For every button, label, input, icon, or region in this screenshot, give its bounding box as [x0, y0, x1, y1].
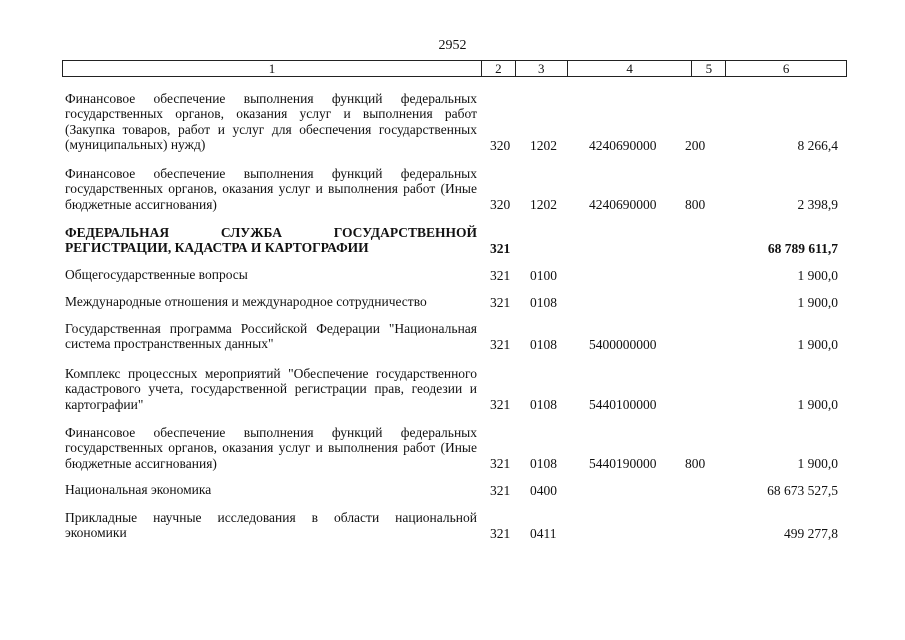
table-header — [62, 60, 847, 77]
row-amount: 1 900,0 — [797, 396, 838, 412]
column-header-4: 4 — [568, 61, 693, 76]
row-name: Национальная экономика — [65, 482, 212, 497]
row-name: Финансовое обеспечение выполнения функций федеральных государственных органов, оказания услуг и выполнения работ (Иные бюджетные ассигнования) — [65, 166, 477, 212]
row-amount: 1 900,0 — [797, 455, 838, 471]
row-name: Государственная программа Российской Федерации "Национальная система пространственных данных" — [65, 321, 477, 352]
row-amount: 8 266,4 — [797, 137, 838, 153]
row-ministry-code: 321 — [490, 455, 511, 471]
table-row — [65, 225, 845, 256]
table-row — [65, 294, 845, 310]
row-name: Финансовое обеспечение выполнения функций федеральных государственных органов, оказания услуг и выполнения работ (Закупка товаров, работ и услуг для обеспечения государственных (муниципальных) нужд) — [65, 91, 477, 153]
page-number: 2952 — [438, 38, 467, 53]
column-header-2: 2 — [482, 61, 516, 76]
row-amount: 1 900,0 — [797, 336, 838, 352]
row-ministry-code: 321 — [490, 482, 511, 498]
row-amount: 1 900,0 — [797, 294, 838, 310]
row-section-code: 0108 — [530, 336, 557, 352]
table-row — [65, 267, 845, 283]
column-header-5: 5 — [692, 61, 726, 76]
row-section-code: 1202 — [530, 137, 557, 153]
table-row — [65, 482, 845, 498]
row-target-code: 5400000000 — [589, 336, 657, 352]
row-target-code: 4240690000 — [589, 196, 657, 212]
table-row — [65, 166, 845, 212]
row-amount: 68 789 611,7 — [767, 240, 838, 256]
row-ministry-code: 321 — [490, 525, 511, 541]
column-header-1: 1 — [63, 61, 482, 76]
row-section-code: 1202 — [530, 196, 557, 212]
row-ministry-code: 321 — [490, 294, 511, 310]
row-name: Общегосударственные вопросы — [65, 267, 248, 282]
row-ministry-code: 321 — [490, 240, 511, 256]
row-section-code: 0108 — [530, 294, 557, 310]
column-header-6: 6 — [782, 61, 790, 76]
row-ministry-code: 321 — [490, 267, 511, 283]
row-expense-type: 800 — [685, 196, 706, 212]
row-ministry-code: 321 — [490, 396, 511, 412]
row-section-code: 0100 — [530, 267, 557, 283]
row-section-code: 0411 — [530, 525, 557, 541]
row-amount: 68 673 527,5 — [767, 482, 838, 498]
row-name: ФЕДЕРАЛЬНАЯ СЛУЖБА ГОСУДАРСТВЕННОЙ РЕГИСТРАЦИИ, КАДАСТРА И КАРТОГРАФИИ — [65, 225, 477, 256]
row-section-code: 0108 — [530, 396, 557, 412]
row-amount: 1 900,0 — [797, 267, 838, 283]
row-name: Финансовое обеспечение выполнения функций федеральных государственных органов, оказания услуг и выполнения работ (Иные бюджетные ассигнования) — [65, 425, 477, 471]
row-section-code: 0108 — [530, 455, 557, 471]
row-ministry-code: 320 — [490, 196, 511, 212]
row-amount: 2 398,9 — [797, 196, 838, 212]
row-target-code: 5440100000 — [589, 396, 657, 412]
row-expense-type: 200 — [685, 137, 706, 153]
row-ministry-code: 321 — [490, 336, 511, 352]
table-row — [65, 321, 845, 352]
table-row — [65, 425, 845, 471]
row-amount: 499 277,8 — [784, 525, 838, 541]
row-name: Международные отношения и международное сотрудничество — [65, 294, 427, 309]
row-target-code: 4240690000 — [589, 137, 657, 153]
row-section-code: 0400 — [530, 482, 557, 498]
row-target-code: 5440190000 — [589, 455, 657, 471]
row-expense-type: 800 — [685, 455, 706, 471]
table-row — [65, 91, 845, 153]
table-row — [65, 366, 845, 412]
table-row — [65, 510, 845, 541]
row-name: Комплекс процессных мероприятий "Обеспечение государственного кадастрового учета, государственной регистрации прав, геодезии и картографии" — [65, 366, 477, 412]
column-header-3: 3 — [516, 61, 568, 76]
row-ministry-code: 320 — [490, 137, 511, 153]
row-name: Прикладные научные исследования в области национальной экономики — [65, 510, 477, 541]
budget-table-body — [65, 91, 845, 541]
